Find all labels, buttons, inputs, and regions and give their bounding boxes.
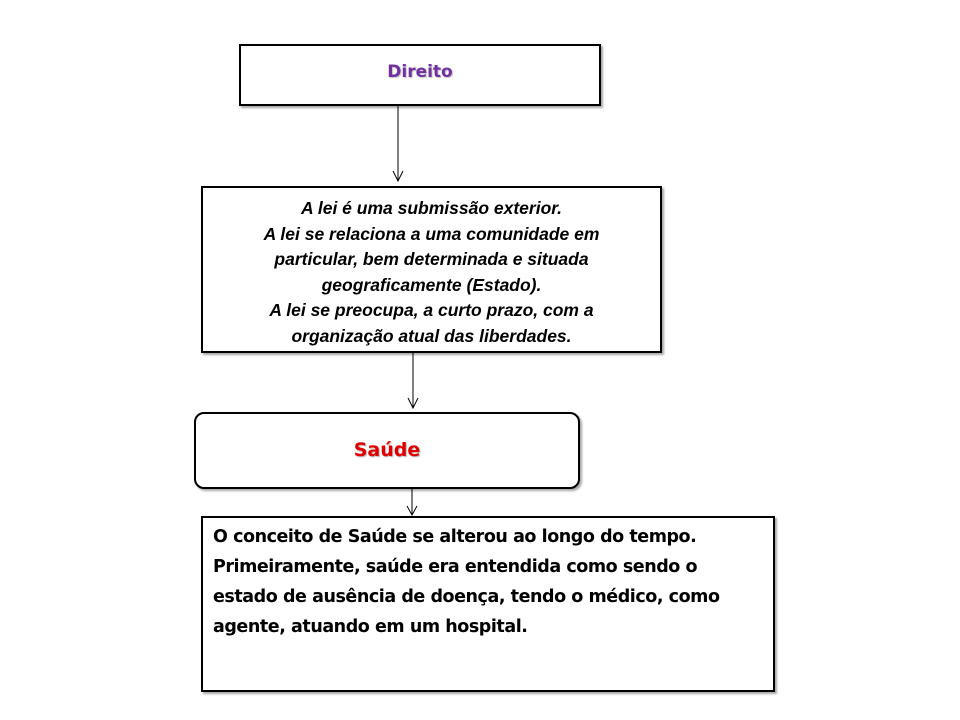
saude-box: [194, 412, 580, 489]
saude-title: Saúde: [353, 438, 421, 461]
lei-line: organização atual das liberdades.: [291, 325, 572, 346]
conceito-line: Primeiramente, saúde era entendida como sendo o: [213, 557, 698, 577]
conceito-line: agente, atuando em um hospital.: [213, 617, 528, 637]
conceito-box: [201, 516, 775, 692]
conceito-line: O conceito de Saúde se alterou ao longo do tempo.: [213, 527, 697, 547]
lei-line: geograficamente (Estado).: [321, 274, 542, 295]
direito-title: Direito: [387, 62, 453, 82]
lei-line: particular, bem determinada e situada: [274, 249, 589, 269]
lei-box: [201, 186, 662, 353]
lei-line: A lei é uma submissão exterior.: [301, 198, 562, 218]
lei-line: A lei se preocupa, a curto prazo, com a: [269, 300, 594, 320]
lei-line: A lei se relaciona a uma comunidade em: [263, 223, 600, 244]
conceito-line: estado de ausência de doença, tendo o médico, como: [213, 587, 720, 607]
direito-box: [239, 44, 601, 106]
